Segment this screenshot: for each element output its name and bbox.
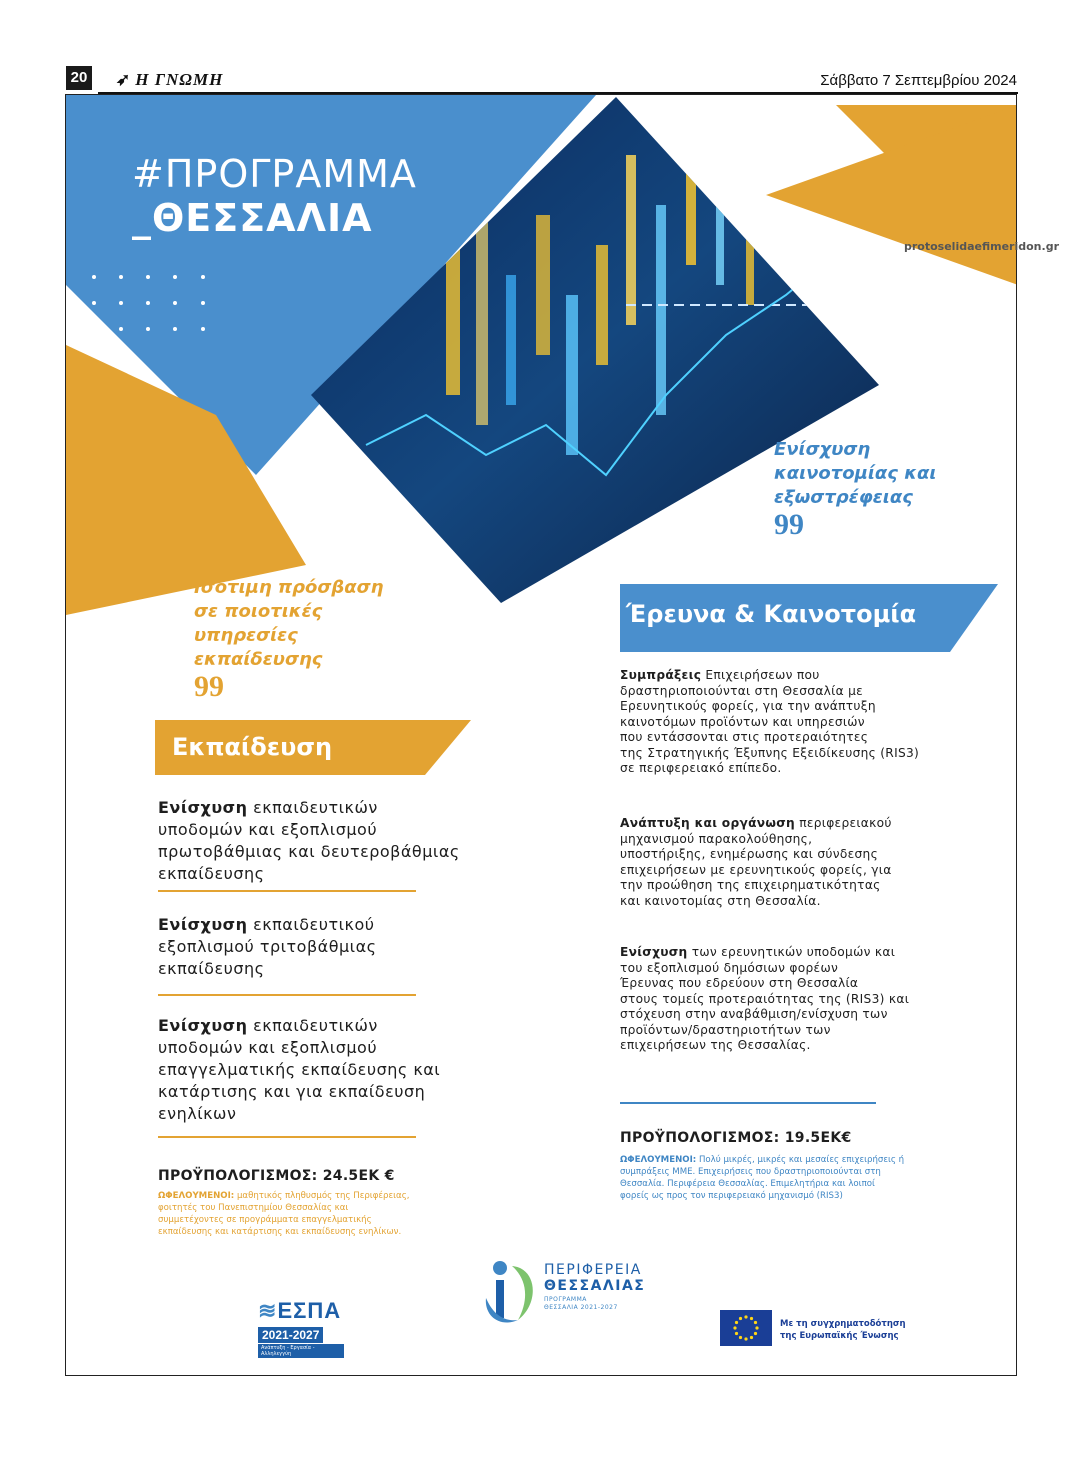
item-text: επαγγελματικής εκπαίδευσης και — [158, 1060, 441, 1079]
divider — [158, 994, 416, 996]
item-text: περιφερειακού — [799, 816, 892, 830]
research-item-3 — [620, 945, 960, 1054]
item-text: του εξοπλισμού δημόσιων φορέων — [620, 960, 839, 975]
divider — [620, 1102, 876, 1104]
item-text: πρωτοβάθμιας και δευτεροβάθμιας — [158, 842, 460, 861]
item-bold: Ενίσχυση — [158, 798, 248, 817]
eu-cofunding-caption — [780, 1318, 906, 1342]
item-bold: Ενίσχυση — [620, 945, 688, 959]
item-text: προϊόντων/δραστηριοτήτων των — [620, 1022, 831, 1037]
quote-line: υπηρεσίες — [194, 625, 298, 646]
quote-mark-icon: 99 — [194, 670, 224, 703]
item-bold: Συμπράξεις — [620, 668, 702, 682]
quote-line: καινοτομίας και — [774, 463, 937, 484]
item-text: υποστήριξης, ενημέρωσης και σύνδεσης — [620, 847, 879, 861]
region-program-line: ΠΡΟΓΡΑΜΜΑ — [544, 1296, 587, 1303]
education-item-2 — [158, 914, 488, 980]
item-text: υποδομών και εξοπλισμού — [158, 1038, 378, 1057]
region-logo-icon — [482, 1258, 542, 1330]
item-text: της Στρατηγικής Έξυπνης Εξειδίκευσης (RIS3) — [620, 745, 920, 760]
item-text: Έρευνας που εδρεύουν στη Θεσσαλία — [620, 976, 859, 990]
beneficiaries-text: εκπαίδευσης και κατάρτισης και εκπαίδευσης ενηλίκων. — [158, 1227, 402, 1237]
eu-flag-icon — [720, 1310, 772, 1346]
education-beneficiaries — [158, 1190, 458, 1238]
item-text: εκπαιδευτικών — [253, 1016, 378, 1035]
beneficiaries-label: ΩΦΕΛΟΥΜΕΝΟΙ: — [158, 1191, 235, 1201]
item-text: την προώθηση της επιχειρηματικότητας — [620, 878, 881, 892]
region-program — [544, 1296, 618, 1312]
quote-line: εκπαίδευσης — [194, 649, 323, 670]
item-text: και καινοτομίας στη Θεσσαλία. — [620, 893, 821, 908]
quote-line: Ισότιμη πρόσβαση — [194, 577, 384, 598]
espa-years: 2021-2027 — [258, 1327, 323, 1343]
item-text: κατάρτισης και για εκπαίδευση — [158, 1082, 426, 1101]
item-text: επιχειρήσεων της Θεσσαλίας. — [620, 1038, 811, 1052]
region-name-line: ΠΕΡΙΦΕΡΕΙΑ — [544, 1262, 642, 1278]
eu-caption-line: Με τη συγχρηματοδότηση — [780, 1319, 906, 1329]
beneficiaries-text: συμμετέχοντες σε προγράμματα επαγγελματικής — [158, 1215, 372, 1225]
item-bold: Ενίσχυση — [158, 1016, 248, 1035]
research-item-2 — [620, 816, 960, 909]
region-program-line: ΘΕΣΣΑΛΙΑ 2021-2027 — [544, 1304, 618, 1311]
item-text: ενηλίκων — [158, 1104, 237, 1123]
espa-title-text: ΕΣΠΑ — [277, 1298, 342, 1323]
item-text: Επιχειρήσεων που — [705, 668, 820, 682]
beneficiaries-text: φοιτητές του Πανεπιστημίου Θεσσαλίας και — [158, 1203, 349, 1213]
item-text: των ερευνητικών υποδομών και — [691, 945, 896, 959]
item-text: καινοτόμων προϊόντων και υπηρεσιών — [620, 714, 865, 729]
watermark: protoselidaefimeridon.gr — [904, 240, 1059, 253]
beneficiaries-text: μαθητικός πληθυσμός της Περιφέρειας, — [236, 1191, 410, 1201]
region-name-line: ΘΕΣΣΑΛΙΑΣ — [544, 1278, 646, 1294]
espa-title — [258, 1298, 344, 1324]
quote-education — [194, 576, 424, 702]
item-text: εκπαίδευσης — [158, 864, 265, 883]
region-name — [544, 1262, 645, 1294]
eu-caption-line: της Ευρωπαϊκής Ένωσης — [780, 1331, 899, 1341]
page-number: 20 — [66, 66, 92, 90]
quote-line: Ενίσχυση — [774, 439, 871, 460]
item-text: επιχειρήσεων με ερευνητικούς φορείς, για — [620, 862, 892, 877]
item-text: υποδομών και εξοπλισμού — [158, 820, 378, 839]
education-item-3 — [158, 1015, 488, 1125]
item-bold: Ανάπτυξη και οργάνωση — [620, 816, 796, 830]
beneficiaries-label: ΩΦΕΛΟΥΜΕΝΟΙ: — [620, 1155, 697, 1165]
newspaper-logo-icon: ➶ — [116, 70, 132, 89]
program-title-line2: _ΘΕΣΣΑΛΙΑ — [132, 196, 373, 240]
beneficiaries-text: συμπράξεις ΜΜΕ. Επιχειρήσεις που δραστηριοποιούνται στη — [620, 1167, 881, 1177]
newspaper-title: Η ΓΝΩΜΗ — [135, 70, 224, 89]
item-text: εκπαιδευτικών — [253, 798, 378, 817]
issue-date: Σάββατο 7 Σεπτεμβρίου 2024 — [820, 72, 1017, 89]
education-budget: ΠΡΟΫΠΟΛΟΓΙΣΜΟΣ: 24.5ΕΚ € — [158, 1168, 395, 1184]
item-text: μηχανισμού παρακολούθησης, — [620, 831, 813, 846]
divider — [158, 890, 416, 892]
beneficiaries-text: φορείς ως προς τον περιφερειακό μηχανισμό (RIS3) — [620, 1191, 843, 1201]
quote-mark-icon: 99 — [774, 508, 804, 541]
program-title-line1: #ΠΡΟΓΡΑΜΜΑ — [132, 152, 417, 196]
espa-logo — [258, 1298, 344, 1358]
divider — [158, 1136, 416, 1138]
quote-line: σε ποιοτικές — [194, 601, 323, 622]
espa-wave-icon: ≋ — [258, 1298, 278, 1323]
item-text: στους τομείς προτεραιότητας της (RIS3) και — [620, 991, 910, 1006]
item-text: που εντάσσονται στις προτεραιότητες — [620, 730, 869, 744]
item-text: Ερευνητικούς φορείς, για την ανάπτυξη — [620, 699, 876, 713]
item-text: στόχευση στην αναβάθμιση/ενίσχυση των — [620, 1007, 888, 1021]
beneficiaries-text: Πολύ μικρές, μικρές και μεσαίες επιχειρήσεις ή — [698, 1155, 905, 1165]
research-heading: Έρευνα & Καινοτομία — [626, 600, 917, 628]
espa-subtitle: Ανάπτυξη - Εργασία - Αλληλεγγύη — [258, 1344, 344, 1358]
quote-innovation — [774, 438, 994, 540]
research-budget: ΠΡΟΫΠΟΛΟΓΙΣΜΟΣ: 19.5ΕΚ€ — [620, 1130, 852, 1146]
research-beneficiaries — [620, 1154, 940, 1202]
item-text: εξοπλισμού τριτοβάθμιας — [158, 937, 377, 956]
item-text: δραστηριοποιούνται στη Θεσσαλία με — [620, 683, 864, 698]
education-heading: Εκπαίδευση — [172, 733, 333, 761]
beneficiaries-text: Θεσσαλία. Περιφέρεια Θεσσαλίας. Επιμελητήρια και λοιποί — [620, 1179, 875, 1189]
program-title — [132, 152, 417, 240]
education-item-1 — [158, 797, 488, 885]
newspaper-name — [116, 70, 223, 90]
research-item-1 — [620, 668, 960, 777]
item-text: εκπαιδευτικού — [253, 915, 375, 934]
item-bold: Ενίσχυση — [158, 915, 248, 934]
item-text: εκπαίδευσης — [158, 959, 265, 978]
item-text: σε περιφερειακό επίπεδο. — [620, 761, 782, 775]
quote-line: εξωστρέφειας — [774, 487, 913, 508]
